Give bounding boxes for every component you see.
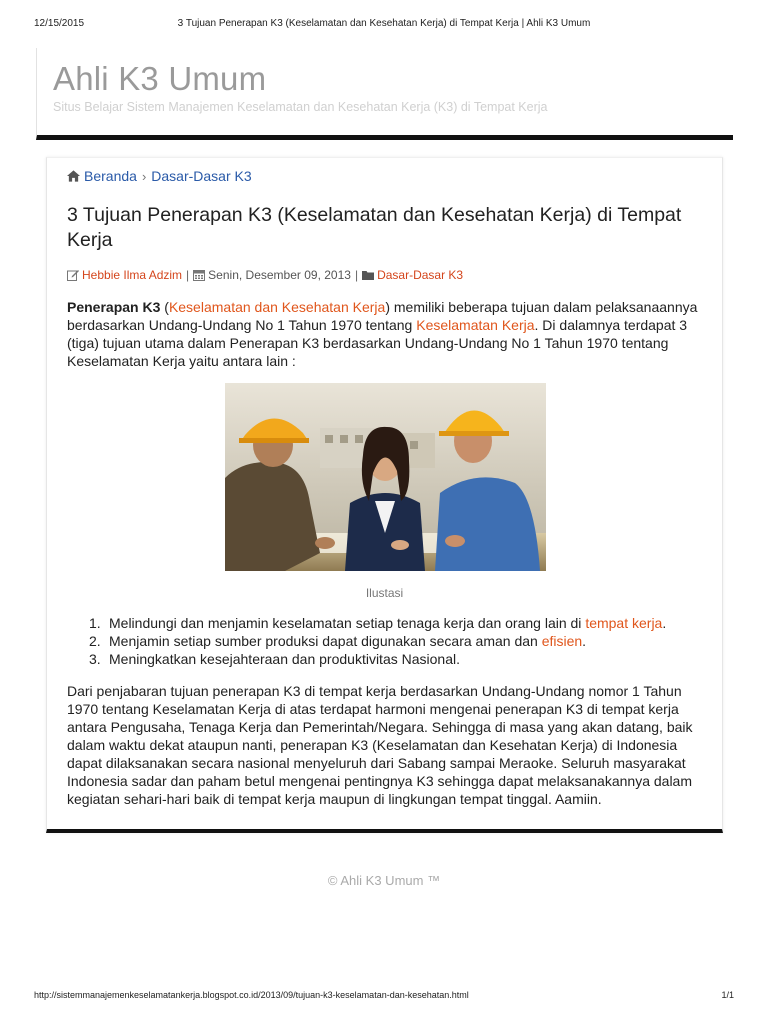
site-title[interactable]: Ahli K3 Umum [53, 60, 267, 97]
site-header [36, 48, 733, 140]
edit-icon [67, 269, 79, 281]
post-author-link[interactable]: Hebbie Ilma Adzim [82, 268, 183, 282]
closing-paragraph: Dari penjabaran tujuan penerapan K3 di tempat kerja berdasarkan Undang-Undang nomor 1 Tahun 1970 tentang Keselamatan Kerja di atas terdapat harmoni mengenai penerapan K3 di tempat kerja antara Pengusaha, Tenaga Kerja dan Pemerintah/Negara. Sehingga di masa yang akan datang, baik dalam waktu dekat ataupun nanti, penerapan K3 (Keselamatan dan Kesehatan Kerja) di Indonesia dapat dilaksanakan secara nasional menyeluruh dari Sabang sampai Meraoke. Seluruh masyarakat Indonesia sadar dan paham betul mengenai pentingnya K3 sehingga dapat melaksanakannya dalam kegiatan sehari-hari baik di tempat kerja maupun di lingkungan tempat tinggal. Aamiin. [67, 683, 693, 807]
list-number: 2. [89, 633, 101, 649]
print-date: 12/15/2015 [34, 18, 85, 29]
list-text: Melindungi dan menjamin keselamatan setiap tenaga kerja dan orang lain di [109, 615, 586, 631]
list-item-text [109, 614, 666, 632]
intro-bold-lead: Penerapan K3 [67, 299, 161, 315]
goals-list [89, 614, 709, 668]
list-link-tempat-kerja[interactable]: tempat kerja [585, 615, 663, 631]
post-category-link[interactable]: Dasar-Dasar K3 [377, 268, 464, 282]
home-icon [67, 170, 80, 182]
list-end: . [662, 615, 667, 631]
site-description: Situs Belajar Sistem Manajemen Keselamatan dan Kesehatan Kerja (K3) di Tempat Kerja [53, 100, 548, 114]
post-meta [67, 268, 463, 282]
list-item [89, 632, 709, 650]
illustration-image [225, 383, 546, 571]
list-item [89, 650, 709, 668]
meta-separator: | [354, 268, 359, 282]
breadcrumb [67, 168, 252, 184]
intro-link-keselamatan-kesehatan[interactable]: Keselamatan dan Kesehatan Kerja [168, 299, 386, 315]
print-header [34, 18, 734, 32]
post-date: Senin, Desember 09, 2013 [208, 268, 351, 282]
breadcrumb-home-link[interactable]: Beranda [84, 168, 137, 184]
calendar-icon [193, 269, 205, 281]
image-caption: Ilustasi [365, 586, 404, 600]
print-url: http://sistemmanajemenkeselamatankerja.blogspot.co.id/2013/09/tujuan-k3-keselamatan-dan-kesehatan.html [34, 990, 469, 1000]
folder-icon [362, 269, 374, 281]
site-footer: © Ahli K3 Umum ™ [327, 873, 441, 888]
list-item-text [109, 632, 586, 650]
illustration-photo [225, 383, 546, 571]
list-text: Meningkatkan kesejahteraan dan produktivitas Nasional. [109, 651, 460, 667]
intro-open-paren: ( [160, 299, 169, 315]
meta-separator: | [186, 268, 190, 282]
print-doc-title: 3 Tujuan Penerapan K3 (Keselamatan dan Kesehatan Kerja) di Tempat Kerja | Ahli K3 Umum [177, 18, 591, 29]
intro-paragraph [67, 298, 707, 370]
post-card [46, 157, 723, 833]
print-footer [34, 990, 734, 1002]
breadcrumb-separator: › [141, 168, 147, 184]
list-item-text [109, 650, 460, 668]
list-number: 3. [89, 651, 101, 667]
list-end: . [582, 633, 587, 649]
post-title: 3 Tujuan Penerapan K3 (Keselamatan dan Kesehatan Kerja) di Tempat Kerja [67, 204, 682, 251]
intro-text-2: . Di dalamnya terdapat 3 (tiga) tujuan utama dalam Penerapan K3 berdasarkan Undang-Undang No 1 Tahun 1970 tentang Keselamatan Kerja yaitu antara lain : [67, 317, 688, 369]
list-number: 1. [89, 615, 101, 631]
intro-text-1: ) memiliki beberapa tujuan dalam pelaksanaannya berdasarkan Undang-Undang No 1 Tahun 1970 tentang [67, 299, 698, 333]
list-link-efisien[interactable]: efisien [541, 633, 583, 649]
intro-link-keselamatan-kerja[interactable]: Keselamatan Kerja [416, 317, 535, 333]
print-page-number: 1/1 [721, 990, 734, 1000]
list-item [89, 614, 709, 632]
breadcrumb-category-link[interactable]: Dasar-Dasar K3 [151, 168, 252, 184]
list-text: Menjamin setiap sumber produksi dapat digunakan secara aman dan [109, 633, 542, 649]
